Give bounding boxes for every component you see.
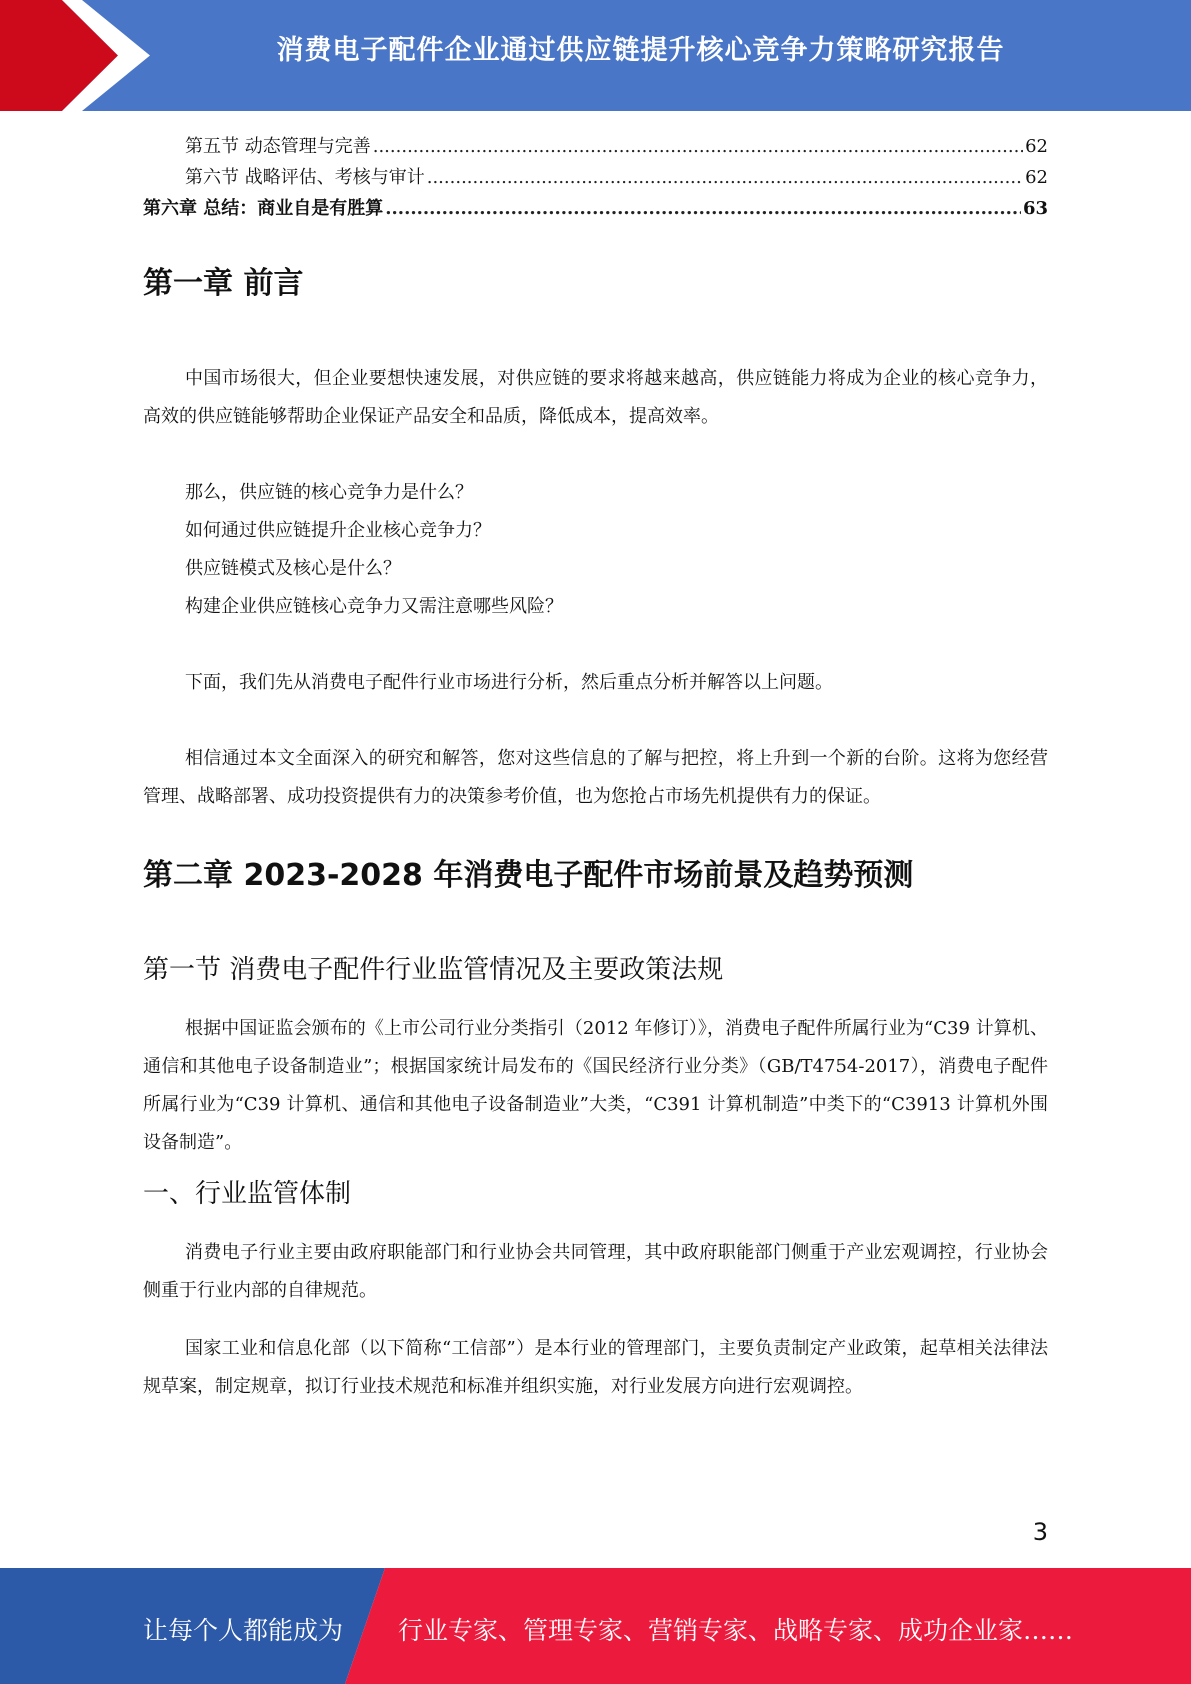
toc-entry[interactable] xyxy=(143,131,1048,162)
table-of-contents xyxy=(143,131,1048,224)
page-number: 3 xyxy=(1032,1518,1048,1546)
footer-slogan-right: 行业专家、管理专家、营销专家、战略专家、成功企业家…… xyxy=(398,1616,1074,1645)
report-title: 消费电子配件企业通过供应链提升核心竞争力策略研究报告 xyxy=(276,35,1005,66)
document-body xyxy=(143,260,1048,1406)
section-heading: 第一节 消费电子配件行业监管情况及主要政策法规 xyxy=(143,955,724,985)
paragraph: 消费电子行业主要由政府职能部门和行业协会共同管理，其中政府职能部门侧重于产业宏观调控，行业协会侧重于行业内部的自律规范。 xyxy=(143,1242,1048,1301)
question-line: 那么，供应链的核心竞争力是什么？ xyxy=(185,482,473,503)
paragraph: 下面，我们先从消费电子配件行业市场进行分析，然后重点分析并解答以上问题。 xyxy=(185,672,833,693)
toc-entry-page: 62 xyxy=(1025,136,1048,157)
page-footer xyxy=(0,1568,1191,1684)
question-line: 供应链模式及核心是什么？ xyxy=(185,558,401,579)
subsection-heading: 一、行业监管体制 xyxy=(143,1179,352,1209)
toc-entry-label: 第五节 动态管理与完善 xyxy=(185,136,371,157)
toc-leader-dots xyxy=(427,162,1023,193)
paragraph: 中国市场很大，但企业要想快速发展，对供应链的要求将越来越高，供应链能力将成为企业的核心竞争力，高效的供应链能够帮助企业保证产品安全和品质，降低成本，提高效率。 xyxy=(143,368,1048,427)
paragraph: 国家工业和信息化部（以下简称“工信部”）是本行业的管理部门，主要负责制定产业政策，起草相关法律法规草案，制定规章，拟订行业技术规范和标准并组织实施，对行业发展方向进行宏观调控。 xyxy=(143,1338,1048,1397)
chapter-heading: 第二章 2023-2028 年消费电子配件市场前景及趋势预测 xyxy=(143,858,914,893)
chapter-heading: 第一章 前言 xyxy=(143,266,304,301)
toc-leader-dots xyxy=(385,193,1021,224)
toc-entry-page: 62 xyxy=(1025,167,1048,188)
footer-slogan-left: 让每个人都能成为 xyxy=(143,1616,344,1645)
toc-entry-label: 第六章 总结：商业自是有胜算 xyxy=(143,198,384,219)
page-header xyxy=(0,0,1191,111)
toc-leader-dots xyxy=(373,131,1023,162)
toc-entry-label: 第六节 战略评估、考核与审计 xyxy=(185,167,425,188)
paragraph: 根据中国证监会颁布的《上市公司行业分类指引（2012 年修订）》，消费电子配件所属行业为“C39 计算机、通信和其他电子设备制造业”；根据国家统计局发布的《国民经济行业分类》（GB/T4754-2017），消费电子配件所属行业为“C39 计算机、通信和其他电子设备制造业”大类，“C391 计算机制造”中类下的“C3913 计算机外围设备制造”。 xyxy=(143,1018,1048,1153)
question-line: 构建企业供应链核心竞争力又需注意哪些风险？ xyxy=(185,596,563,617)
paragraph: 相信通过本文全面深入的研究和解答，您对这些信息的了解与把控，将上升到一个新的台阶。这将为您经营管理、战略部署、成功投资提供有力的决策参考价值，也为您抢占市场先机提供有力的保证。 xyxy=(143,748,1048,807)
toc-entry[interactable] xyxy=(143,162,1048,193)
question-line: 如何通过供应链提升企业核心竞争力？ xyxy=(185,520,491,541)
toc-entry-page: 63 xyxy=(1022,198,1048,219)
toc-entry-chapter[interactable] xyxy=(143,193,1048,224)
